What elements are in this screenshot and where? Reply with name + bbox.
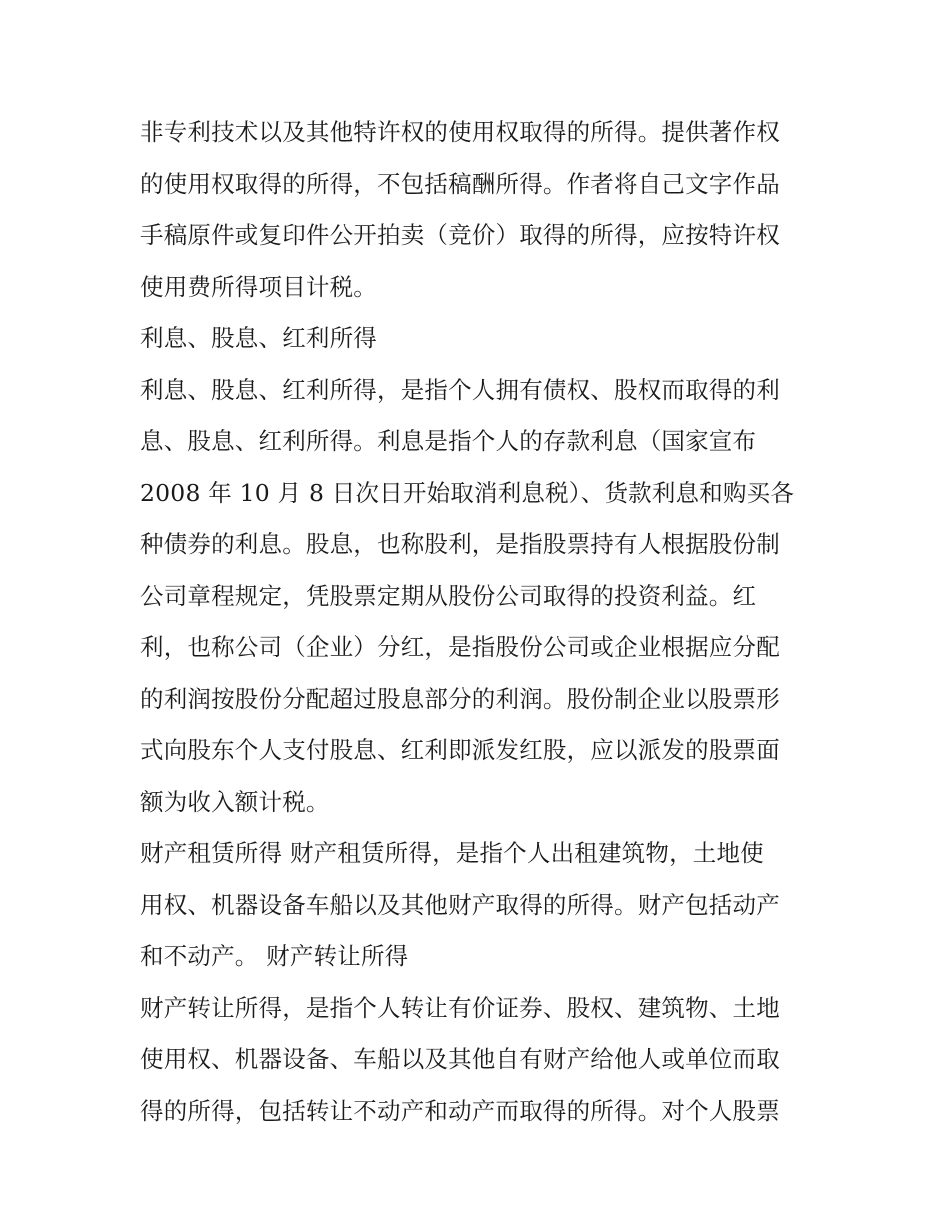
text-line: 使用权、机器设备、车船以及其他自有财产给他人或单位而取 bbox=[140, 1045, 780, 1073]
text-line: 利息、股息、红利所得，是指个人拥有债权、股权而取得的利 bbox=[140, 375, 780, 404]
text-line: 额为收入额计税。 bbox=[140, 787, 330, 816]
text-line: 的利润按股份分配超过股息部分的利润。股份制企业以股票形 bbox=[140, 684, 780, 713]
text-line: 种债券的利息。股息，也称股利，是指股票持有人根据股份制 bbox=[140, 530, 780, 558]
text-line: 2008 年 10 月 8 日次日开始取消利息税）、货款利息和购买各 bbox=[140, 478, 795, 507]
text-line: 手稿原件或复印件公开拍卖（竞价）取得的所得，应按特许权 bbox=[140, 221, 780, 249]
text-line: 公司章程规定，凭股票定期从股份公司取得的投资利益。红 bbox=[140, 581, 757, 610]
text-line: 利，也称公司（企业）分红，是指股份公司或企业根据应分配 bbox=[140, 633, 780, 661]
text-line: 和不动产。 财产转让所得 bbox=[140, 942, 409, 970]
text-line: 的使用权取得的所得，不包括稿酬所得。作者将自己文字作品 bbox=[140, 169, 780, 198]
text-line: 息、股息、红利所得。利息是指个人的存款利息（国家宣布 bbox=[140, 427, 757, 455]
text-line: 使用费所得项目计税。 bbox=[140, 272, 377, 301]
document-body bbox=[140, 107, 820, 1137]
text-line: 非专利技术以及其他特许权的使用权取得的所得。提供著作权 bbox=[140, 118, 780, 146]
text-line: 得的所得，包括转让不动产和动产而取得的所得。对个人股票 bbox=[140, 1096, 780, 1125]
text-line: 式向股东个人支付股息、红利即派发红股，应以派发的股票面 bbox=[140, 736, 780, 764]
text-line: 用权、机器设备车船以及其他财产取得的所得。财产包括动产 bbox=[140, 890, 780, 919]
text-line: 财产租赁所得 财产租赁所得，是指个人出租建筑物，土地使 bbox=[140, 839, 764, 867]
text-line: 财产转让所得，是指个人转让有价证券、股权、建筑物、土地 bbox=[140, 993, 780, 1022]
section-heading: 利息、股息、红利所得 bbox=[140, 324, 377, 352]
